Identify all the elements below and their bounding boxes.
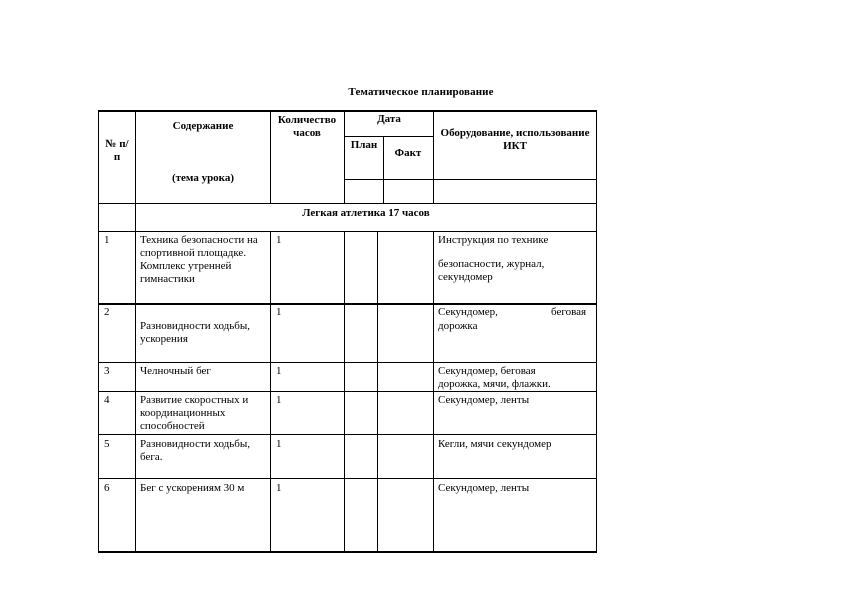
row-equipment: Секундомер, ленты: [438, 394, 530, 406]
header-lesson-topic: (тема урока): [171, 172, 235, 184]
row-equipment: Секундомер, ленты: [438, 482, 530, 494]
row-equipment: Секундомер,: [438, 306, 498, 318]
row-equipment-cont: безопасности, журнал, секундомер: [438, 258, 545, 283]
row-topic: Бег с ускорениям 30 м: [140, 482, 245, 494]
row-equipment-cont: беговая: [551, 306, 587, 318]
row-hours: 1: [276, 234, 282, 246]
row-number: 5: [104, 438, 110, 450]
row-hours: 1: [276, 394, 282, 406]
row-number: 3: [104, 365, 110, 377]
section-title: Легкая атлетика 17 часов: [302, 207, 430, 219]
header-date: Дата: [377, 113, 401, 125]
row-hours: 1: [276, 365, 282, 377]
row-topic: Разновидности ходьбы, ускорения: [140, 320, 251, 345]
row-equipment: Инструкция по технике: [438, 234, 549, 246]
row-number: 1: [104, 234, 110, 246]
header-content: Содержание: [172, 120, 234, 132]
row-equipment: Секундомер, беговая дорожка, мячи, флажки.: [438, 365, 551, 390]
row-hours: 1: [276, 438, 282, 450]
row-number: 6: [104, 482, 110, 494]
row-topic: Техника безопасности на спортивной площадке. Комплекс утренней гимнастики: [140, 234, 258, 285]
row-equipment: Кегли, мячи секундомер: [438, 438, 552, 450]
row-topic: Развитие скоростных и координационных способностей: [140, 394, 249, 432]
row-number: 4: [104, 394, 110, 406]
row-hours: 1: [276, 482, 282, 494]
row-number: 2: [104, 306, 110, 318]
header-hours: Количество часов: [277, 114, 337, 139]
row-equipment-cont: дорожка: [438, 320, 478, 332]
header-plan: План: [350, 139, 378, 151]
header-equipment: Оборудование, использование ИКТ: [440, 127, 590, 152]
row-hours: 1: [276, 306, 282, 318]
header-number: № п/п: [105, 138, 129, 163]
page-title: Тематическое планирование: [348, 86, 494, 98]
header-fact: Факт: [394, 147, 422, 159]
row-topic: Челночный бег: [140, 365, 211, 377]
row-topic: Разновидности ходьбы, бега.: [140, 438, 251, 463]
